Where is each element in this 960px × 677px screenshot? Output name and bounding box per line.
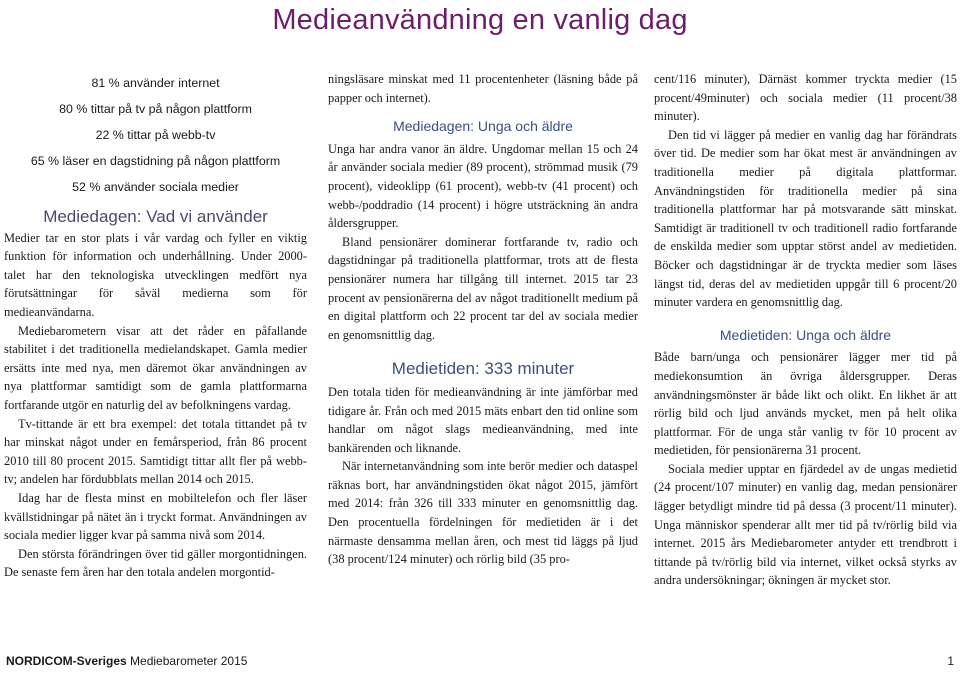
paragraph: Bland pensionärer dominerar fortfarande tv, radio och dagstidningar på traditionella plattformar, trots att de flesta pensionärer numera har tillgång till internet. 2015 tar 23 procent av pensionärerna del av något traditionellt medium på en digital plattform och 22 procent tar del av sociala medier en genomsnittlig dag. [328, 234, 638, 342]
section-heading: Mediedagen: Unga och äldre [393, 118, 573, 135]
fact-tv: 80 % tittar på tv på någon plattform [59, 102, 252, 116]
column-left [4, 70, 307, 582]
page-title: Medieanvändning en vanlig dag [272, 4, 688, 36]
footer-brand: NORDICOM-Sveriges [6, 654, 127, 668]
paragraph: Idag har de flesta minst en mobiltelefon och fler läser kvällstidningar på nätet än i tryckt format. Användningen av sociala medier ligger kvar på samma nivå som 2014. [4, 490, 307, 543]
paragraph: Både barn/unga och pensionärer lägger mer tid på mediekonsumtion än övriga åldersgrupper. Deras användningsmönster är både likt och olikt. En likhet är att rörlig bild och ljud används mycket, men på helt olika plattformar. För de unga står vanlig tv för 10 procent av medietiden, för pensionärerna 31 procent. [654, 350, 957, 458]
paragraph: Den största förändringen över tid gäller morgontidningen. De senaste fem åren har den totala andelen morgontid- [4, 546, 307, 580]
column-right [654, 70, 957, 590]
paragraph: Mediebarometern visar att det råder en påfallande stabilitet i det traditionella medielandskapet. Gamla medier ersätts inte med nya, men däremot ökar användningen av nya plattformar samtidigt som de gamla plattformarna fortfarande utgör en naturlig del av befolkningens vardag. [4, 323, 307, 412]
paragraph: Tv-tittande är ett bra exempel: det totala tittandet på tv har minskat något under en femårsperiod, från 86 procent 2010 till 80 procent 2015. Samtidigt tittar allt fler på webb-tv; andelen har fördubblats mellan 2014 och 2015. [4, 416, 307, 487]
page-footer [6, 654, 247, 668]
footer-publication: Mediebarometer 2015 [130, 654, 248, 668]
fact-webb-tv: 22 % tittar på webb-tv [95, 128, 216, 142]
key-facts [4, 70, 307, 200]
paragraph: Sociala medier upptar en fjärdedel av de ungas medietid (24 procent/107 minuter) en vanlig dag, medan pensionärer lägger betydligt mindre tid på dessa (3 procent/11 minuter). Unga människor spenderar allt mer tid på tv/rörlig bild via internet. 2015 års Mediebarometer antyder ett trendbrott i tittande på tv/rörlig bild via internet, vilket också styrks av andra undersökningar; ökningen är mycket stor. [654, 461, 957, 588]
fact-internet: 81 % använder internet [91, 76, 220, 90]
paragraph: Den totala tiden för medieanvändning är inte jämförbar med tidigare år. Från och med 2015 mäts enbart den tid online som handlar om något slags medieanvändning, med inte bankärenden och liknande. [328, 384, 638, 455]
paragraph: Den tid vi lägger på medier en vanlig dag har förändrats över tid. De medier som har ökat mest är användningen av traditionella medier på digitala plattformar. Användningstiden för traditionella medier på sina traditionella plattformar har på motsvarande sätt minskat. Samtidigt är traditionell tv och traditionell radio fortfarande de enskilda medier som upptar störst andel av medietiden. Böcker och dagstidningar är de tryckta medier som läses längst tid, deras del av medietiden uppgår till 6 procent/20 minuter vardera en genomsnittlig dag. [654, 127, 957, 310]
page-number: 1 [947, 654, 954, 668]
section-heading: Mediedagen: Vad vi använder [43, 207, 268, 226]
paragraph: ningsläsare minskat med 11 procentenheter (läsning både på papper och internet). [328, 72, 638, 105]
fact-sociala-medier: 52 % använder sociala medier [72, 180, 239, 194]
section-heading: Medietiden: 333 minuter [391, 359, 575, 379]
paragraph: cent/116 minuter), Därnäst kommer tryckta medier (15 procent/49minuter) och sociala medier (11 procent/38 minuter). [654, 72, 957, 124]
paragraph: Unga har andra vanor än äldre. Ungdomar mellan 15 och 24 år använder sociala medier (89 procent), strömmad musik (79 procent), videoklipp (61 procent), webb-tv (41 procent) och webb-/poddradio (14 procent) i högre utsträckning än andra åldersgrupper. [328, 141, 638, 231]
column-middle [328, 70, 638, 569]
fact-dagstidning: 65 % läser en dagstidning på någon plattform [30, 154, 281, 168]
paragraph: Medier tar en stor plats i vår vardag och fyller en viktig funktion för information och underhållning. Under 2000-talet har den teknologiska utvecklingen medfört nya förutsättningar för såväl medierna som för medieanvändarna. [4, 230, 307, 319]
section-heading: Medietiden: Unga och äldre [719, 326, 892, 343]
paragraph: När internetanvändning som inte berör medier och dataspel räknas bort, har användningstiden ökat något 2015, jämfört med 2014: från 326 till 333 minuter en genomsnittlig dag. Den procentuella fördelningen för medietiden är i det närmaste densamma mellan åren, och mest tid läggs på ljud (38 procent/124 minuter) och rörlig bild (35 pro- [328, 459, 638, 567]
